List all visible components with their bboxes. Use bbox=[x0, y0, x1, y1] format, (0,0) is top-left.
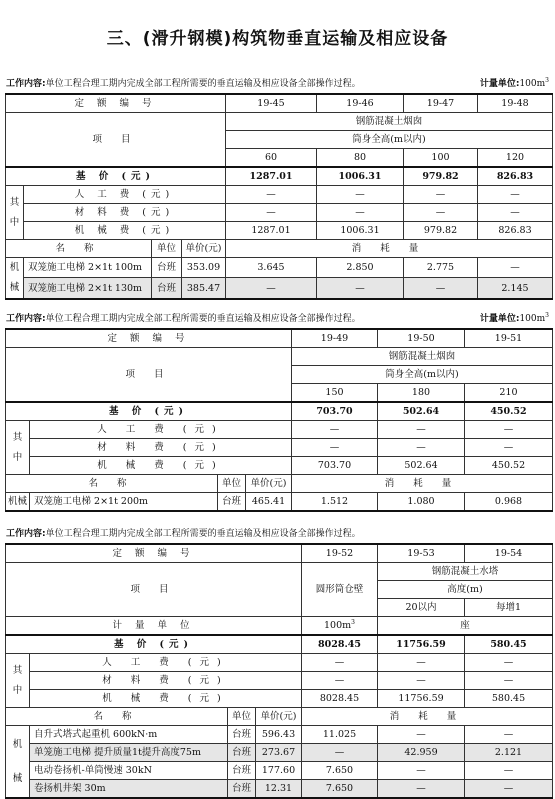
base-price-row: 基 价 (元) 1287.01 1006.31 979.82 826.83 bbox=[6, 167, 553, 186]
base-price-row: 基 价 (元) 703.70 502.64 450.52 bbox=[6, 402, 553, 421]
table-row: 20以内 每增1 bbox=[6, 599, 553, 617]
table-row: 机 械 费 (元) 1287.01 1006.31 979.82 826.83 bbox=[6, 222, 553, 240]
table-row: 60 80 100 120 bbox=[6, 149, 553, 168]
table-row: 机 械 费 (元) 8028.45 11756.59 580.45 bbox=[6, 690, 553, 708]
page-title: 三、(滑升钢模)构筑物垂直运输及相应设备 bbox=[106, 29, 449, 49]
table-row: 单笼施工电梯 提升质量1t提升高度75m 台班 273.67 — 42.959 2.121 bbox=[6, 744, 553, 762]
table-row: 材 料 费 (元) — — — bbox=[6, 439, 553, 457]
measure-unit-2: 计量单位$:100m^3$ bbox=[479, 312, 549, 324]
table-row: 150 180 210 bbox=[6, 384, 553, 403]
table-row: 其 中 人 工 费 (元) — — — bbox=[6, 421, 553, 439]
table-row: 名 称 单位 单价(元) 消 耗 量 bbox=[6, 708, 553, 726]
table-row: 材 料 费 (元) — — — — bbox=[6, 204, 553, 222]
table-row: 材 料 费 (元) — — — bbox=[6, 672, 553, 690]
table-row: 高度(m) bbox=[6, 581, 553, 599]
table-row: 其 中 人 工 费 (元) — — — — bbox=[6, 186, 553, 204]
table-row: 卷扬机井架 30m 台班 12.31 7.650 — — bbox=[6, 780, 553, 799]
table-row: 双笼施工电梯 2×1t 130m 台班 385.47 — — — 2.145 bbox=[6, 278, 553, 299]
table-row: 定 额 编 号 19-45 19-46 19-47 19-48 bbox=[6, 94, 553, 113]
table-row: 机 械 自升式塔式起重机 600kN·m 台班 596.43 11.025 — — bbox=[6, 726, 553, 744]
work-content-3: 工作内容:单位工程合理工期内完成全部工程所需要的垂直运输及相应设备全部操作过程。 bbox=[6, 529, 361, 539]
quota-table-2 bbox=[5, 328, 553, 512]
measure-unit-row: 计 量 单 位 $100m^3$ 座 bbox=[6, 617, 553, 636]
quota-table-3 bbox=[5, 543, 553, 799]
table-row: 名 称 单位 单价(元) 消 耗 量 bbox=[6, 475, 553, 493]
table-row: 项 目 钢筋混凝土烟囱 bbox=[6, 113, 553, 131]
measure-unit-1: 计量单位$:100m^3$ bbox=[479, 77, 549, 89]
table-row: 其 中 人 工 费 (元) — — — bbox=[6, 654, 553, 672]
table-row: 机械 双笼施工电梯 2×1t 200m 台班 465.41 1.512 1.080 0.968 bbox=[6, 493, 553, 512]
table-row: 定 额 编 号 19-49 19-50 19-51 bbox=[6, 329, 553, 348]
table-row: 项 目 圆形筒仓壁 钢筋混凝土水塔 bbox=[6, 563, 553, 581]
table-row: 筒身全高(m以内) bbox=[6, 366, 553, 384]
table-row: 电动卷扬机-单筒慢速 30kN 台班 177.60 7.650 — — bbox=[6, 762, 553, 780]
base-price-row: 基 价 (元) 8028.45 11756.59 580.45 bbox=[6, 635, 553, 654]
table-row: 机 械 双笼施工电梯 2×1t 100m 台班 353.09 3.645 2.850 2.775 — bbox=[6, 258, 553, 278]
table-row: 定 额 编 号 19-52 19-53 19-54 bbox=[6, 544, 553, 563]
quota-table-1 bbox=[5, 93, 553, 300]
work-content-1: 工作内容:单位工程合理工期内完成全部工程所需要的垂直运输及相应设备全部操作过程。 计量单位$:100m^3$ bbox=[6, 77, 549, 89]
table-row: 筒身全高(m以内) bbox=[6, 131, 553, 149]
table-row: 机 械 费 (元) 703.70 502.64 450.52 bbox=[6, 457, 553, 475]
work-content-2: 工作内容:单位工程合理工期内完成全部工程所需要的垂直运输及相应设备全部操作过程。 计量单位$:100m^3$ bbox=[6, 312, 549, 324]
table-row: 名 称 单位 单价(元) 消 耗 量 bbox=[6, 240, 553, 258]
table-row: 项 目 钢筋混凝土烟囱 bbox=[6, 348, 553, 366]
